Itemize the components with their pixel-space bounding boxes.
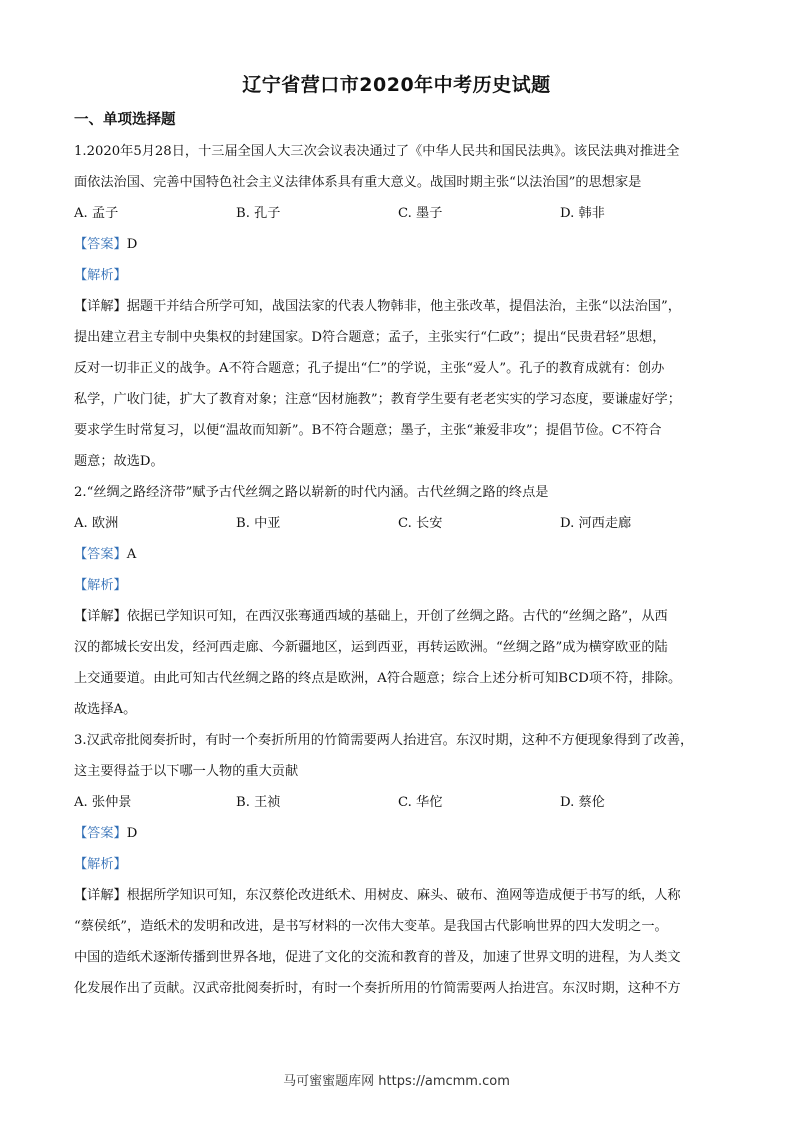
answer-label: 【答案】 bbox=[74, 237, 127, 252]
option-c: C. 长安 bbox=[398, 516, 443, 531]
analysis-label: 【解析】 bbox=[74, 578, 127, 593]
detail-line: 要求学生时常复习，以便“温故而知新”。B不符合题意；墨子，主张“兼爱非攻”；提倡节俭。C不符合 bbox=[74, 423, 662, 438]
detail-line: 【详解】依据已学知识可知，在西汉张骞通西域的基础上，开创了丝绸之路。古代的“丝绸之路”，从西 bbox=[74, 609, 668, 624]
detail-line: 化发展作出了贡献。汉武帝批阅奏折时，有时一个奏折所用的竹简需要两人抬进宫。东汉时期，这种不方 bbox=[74, 981, 681, 996]
question-stem-line: 1.2020年5月28日，十三届全国人大三次会议表决通过了《中华人民共和国民法典》。该民法典对推进全 bbox=[74, 144, 680, 159]
answer-value: D bbox=[126, 237, 138, 252]
site-footer: 马可蜜蜜题库网 https://amcmm.com bbox=[283, 1074, 510, 1089]
question-2 bbox=[74, 477, 722, 725]
option-c: C. 墨子 bbox=[398, 206, 443, 221]
detail-line: 私学，广收门徒，扩大了教育对象；注意“因材施教”；教育学生要有老老实实的学习态度，要谦虚好学； bbox=[74, 392, 681, 407]
detail-line: 提出建立君主专制中央集权的封建国家。D符合题意；孟子，主张实行“仁政”；提出“民贵君轻”思想， bbox=[74, 330, 666, 345]
option-d: D. 河西走廊 bbox=[560, 516, 632, 531]
detail-line: 故选择A。 bbox=[74, 702, 137, 717]
detail-line: 汉的都城长安出发，经河西走廊、今新疆地区，运到西亚，再转运欧洲。“丝绸之路”成为横穿欧亚的陆 bbox=[74, 640, 668, 655]
answer-line bbox=[74, 539, 722, 570]
page-title: 辽宁省营口市2020年中考历史试题 bbox=[242, 74, 551, 96]
option-d: D. 韩非 bbox=[560, 206, 605, 221]
option-b: B. 王祯 bbox=[236, 795, 281, 810]
detail-line: 【详解】根据所学知识可知，东汉蔡伦改进纸术、用树皮、麻头、破布、渔网等造成便于书写的纸，人称 bbox=[74, 888, 681, 903]
answer-label: 【答案】 bbox=[74, 547, 127, 562]
analysis-label: 【解析】 bbox=[74, 268, 127, 283]
detail-line: 【详解】据题干并结合所学可知，战国法家的代表人物韩非，他主张改革，提倡法治，主张“以法治国”， bbox=[74, 299, 681, 314]
answer-value: A bbox=[126, 547, 137, 562]
option-a: A. 欧洲 bbox=[74, 516, 119, 531]
option-b: B. 孔子 bbox=[236, 206, 281, 221]
question-stem-line: 3.汉武帝批阅奏折时，有时一个奏折所用的竹简需要两人抬进宫。东汉时期，这种不方便现象得到了改善， bbox=[74, 733, 694, 748]
options-row bbox=[74, 787, 722, 818]
answer-label: 【答案】 bbox=[74, 826, 127, 841]
question-stem-line: 2.“丝绸之路经济带”赋予古代丝绸之路以崭新的时代内涵。古代丝绸之路的终点是 bbox=[74, 485, 549, 500]
options-row bbox=[74, 198, 722, 229]
answer-line bbox=[74, 818, 722, 849]
question-list bbox=[74, 136, 722, 1004]
option-c: C. 华佗 bbox=[398, 795, 443, 810]
detail-line: 反对一切非正义的战争。A不符合题意；孔子提出“仁”的学说，主张“爱人”。孔子的教育成就有：创办 bbox=[74, 361, 665, 376]
section-heading: 一、单项选择题 bbox=[74, 112, 176, 128]
answer-line bbox=[74, 229, 722, 260]
option-a: A. 孟子 bbox=[74, 206, 119, 221]
question-stem-line: 面依法治国、完善中国特色社会主义法律体系具有重大意义。战国时期主张“以法治国”的思想家是 bbox=[74, 175, 642, 190]
question-3 bbox=[74, 725, 722, 1004]
detail-line: “蔡侯纸”，造纸术的发明和改进，是书写材料的一次伟大变革。是我国古代影响世界的四大发明之一。 bbox=[74, 919, 668, 934]
option-d: D. 蔡伦 bbox=[560, 795, 605, 810]
option-b: B. 中亚 bbox=[236, 516, 281, 531]
analysis-label: 【解析】 bbox=[74, 857, 127, 872]
question-stem-line: 这主要得益于以下哪一人物的重大贡献 bbox=[74, 764, 299, 779]
detail-line: 题意；故选D。 bbox=[74, 454, 164, 469]
answer-value: D bbox=[126, 826, 138, 841]
detail-line: 中国的造纸术逐渐传播到世界各地，促进了文化的交流和教育的普及，加速了世界文明的进程，为人类文 bbox=[74, 950, 681, 965]
options-row bbox=[74, 508, 722, 539]
detail-line: 上交通要道。由此可知古代丝绸之路的终点是欧洲，A符合题意；综合上述分析可知BCD项不符，排除。 bbox=[74, 671, 682, 686]
option-a: A. 张仲景 bbox=[74, 795, 132, 810]
question-1 bbox=[74, 136, 722, 477]
